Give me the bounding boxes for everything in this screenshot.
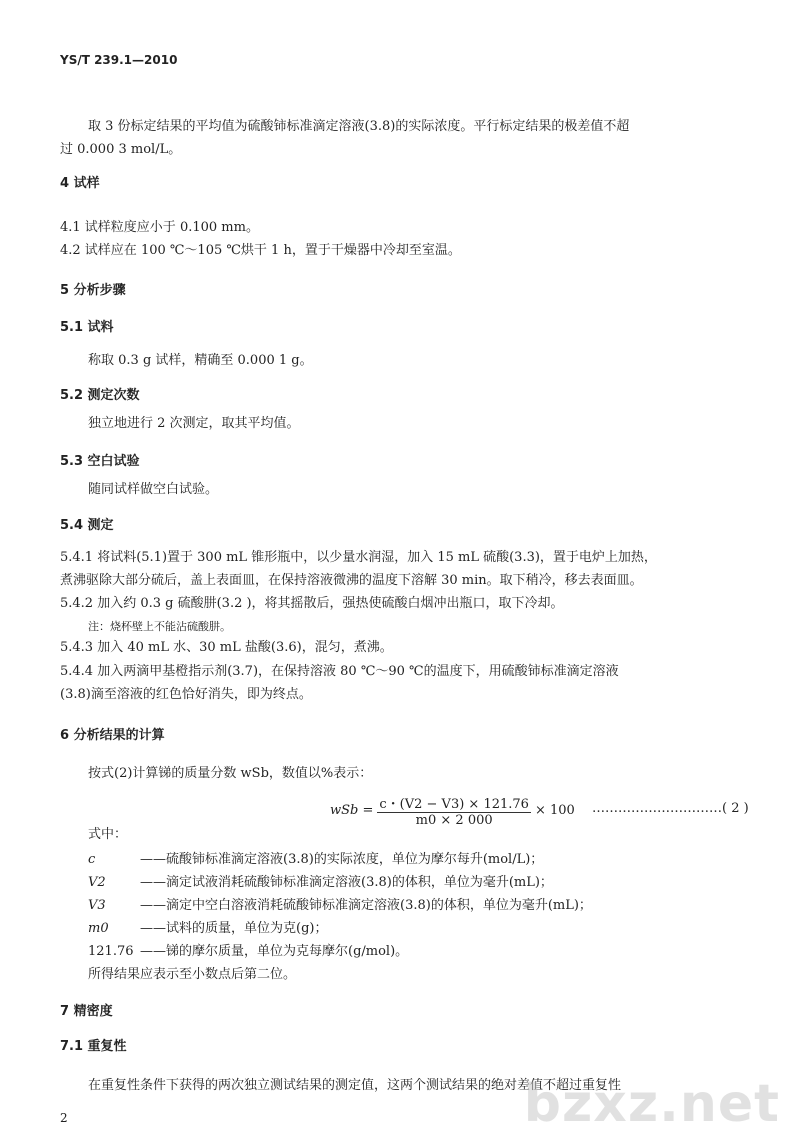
paragraph: 随同试样做空白试验。 xyxy=(88,482,219,497)
variable-symbol: c xyxy=(88,852,96,867)
paragraph: 在重复性条件下获得的两次独立测试结果的测定值，这两个测试结果的绝对差值不超过重复性 xyxy=(88,1078,622,1093)
equation-number: …………………………( 2 ) xyxy=(592,801,749,816)
variable-symbol: m0 xyxy=(88,921,109,936)
formula-multiplier: × 100 xyxy=(534,803,575,818)
variable-description: ——锑的摩尔质量，单位为克每摩尔(g/mol)。 xyxy=(140,944,409,959)
subsection-heading: 5.1 试料 xyxy=(60,320,114,335)
formula-lhs: wSb = xyxy=(330,803,374,818)
variable-symbol: V2 xyxy=(88,875,106,890)
variable-description: ——滴定中空白溶液消耗硫酸铈标准滴定溶液(3.8)的体积，单位为毫升(mL)； xyxy=(140,898,592,913)
fraction xyxy=(377,793,531,828)
section-heading: 5 分析步骤 xyxy=(60,283,126,298)
section-heading: 7 精密度 xyxy=(60,1004,113,1019)
subsection-heading: 5.2 测定次数 xyxy=(60,388,140,403)
paragraph: 所得结果应表示至小数点后第二位。 xyxy=(88,967,297,982)
variable-description: ——硫酸铈标准滴定溶液(3.8)的实际浓度，单位为摩尔每升(mol/L)； xyxy=(140,852,544,867)
denominator: m0 × 2 000 xyxy=(415,813,493,828)
section-heading: 6 分析结果的计算 xyxy=(60,728,165,743)
variable-description: ——试料的质量，单位为克(g)； xyxy=(140,921,328,936)
page-number: 2 xyxy=(60,1111,68,1125)
clause: 5.4.1 将试料(5.1)置于 300 mL 锥形瓶中，以少量水润湿，加入 15 mL 硫酸(3.3)，置于电炉上加热， xyxy=(60,550,657,565)
clause-continued: 煮沸驱除大部分硫后，盖上表面皿，在保持溶液微沸的温度下溶解 30 min。取下稍冷，移去表面皿。 xyxy=(60,573,643,588)
clause-continued: (3.8)滴至溶液的红色恰好消失，即为终点。 xyxy=(60,687,312,702)
subsection-heading: 7.1 重复性 xyxy=(60,1039,127,1054)
clause: 5.4.2 加入约 0.3 g 硫酸肼(3.2 )，将其摇散后，强热使硫酸白烟冲出瓶口，取下冷却。 xyxy=(60,596,564,611)
paragraph: 称取 0.3 g 试样，精确至 0.000 1 g。 xyxy=(88,353,313,368)
numerator: c・(V2 − V3) × 121.76 xyxy=(377,793,531,813)
variable-description: ——滴定试液消耗硫酸铈标准滴定溶液(3.8)的体积，单位为毫升(mL)； xyxy=(140,875,553,890)
document-code-header: YS/T 239.1—2010 xyxy=(60,53,178,67)
paragraph-line: 取 3 份标定结果的平均值为硫酸铈标准滴定溶液(3.8)的实际浓度。平行标定结果的极差值不超 xyxy=(88,119,630,134)
paragraph: 按式(2)计算锑的质量分数 wSb，数值以%表示： xyxy=(88,766,373,781)
variable-symbol: 121.76 xyxy=(88,944,134,959)
paragraph-line: 过 0.000 3 mol/L。 xyxy=(60,142,182,157)
clause: 4.1 试样粒度应小于 0.100 mm。 xyxy=(60,220,259,235)
watermark: bzxz.net xyxy=(523,1074,780,1134)
subsection-heading: 5.4 测定 xyxy=(60,518,114,533)
clause: 4.2 试样应在 100 ℃～105 ℃烘干 1 h，置于干燥器中冷却至室温。 xyxy=(60,243,461,258)
section-heading: 4 试样 xyxy=(60,176,100,191)
clause: 5.4.4 加入两滴甲基橙指示剂(3.7)，在保持溶液 80 ℃～90 ℃的温度下，用硫酸铈标准滴定溶液 xyxy=(60,664,619,679)
formula xyxy=(330,793,575,828)
variable-symbol: V3 xyxy=(88,898,106,913)
note: 注：烧杯壁上不能沾硫酸肼。 xyxy=(88,620,231,633)
where-label: 式中： xyxy=(88,827,128,842)
paragraph: 独立地进行 2 次测定，取其平均值。 xyxy=(88,416,300,431)
clause: 5.4.3 加入 40 mL 水、30 mL 盐酸(3.6)，混匀，煮沸。 xyxy=(60,640,393,655)
subsection-heading: 5.3 空白试验 xyxy=(60,454,140,469)
